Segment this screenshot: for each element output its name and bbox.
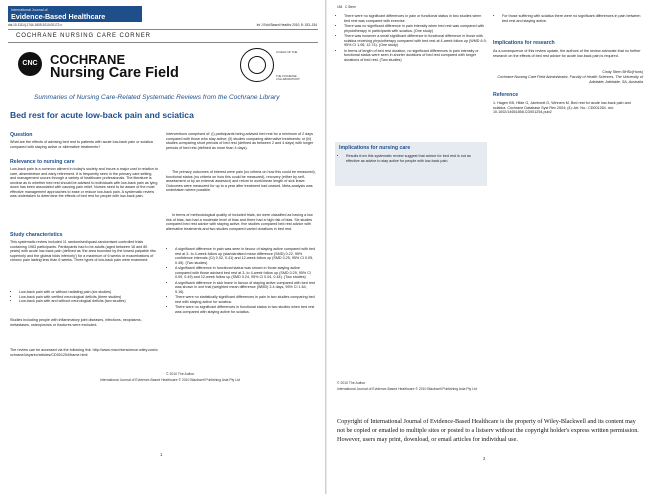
page2-running-header: 154 C Stern	[337, 5, 356, 9]
study-exclusion-text: Studies including people with inflammatory joint diseases, infections, neoplasms, metastases, osteoporosis or fractures were excluded.	[10, 318, 142, 327]
doi-text: doi:10.1111/j.1744-1609.2010.00172.x	[8, 23, 62, 27]
author-name: Cindy Stern BHSc(Hons)	[602, 70, 643, 74]
question-heading: Question	[10, 132, 33, 138]
results-bullet: • There were no significant differences in pain or functional status in two studies when bed rest was compared with exercise.	[344, 14, 487, 23]
corner-title: COCHRANE NURSING CARE CORNER	[16, 33, 151, 39]
reference-heading: Reference	[493, 92, 519, 98]
copyright-notice: Copyright of International Journal of Evidence-Based Healthcare is the property of Wiley-Blackwell and its content may not be copied or emailed to multiple sites or posted to a listserv without the copyright holder's express written permission. However, users may print, download, or email articles for individual use.	[337, 418, 639, 443]
journal-banner	[8, 6, 142, 22]
research-text: As a consequence of this review update, the authors of the review advocate that no further research on the effects of bed rest advice for acute low-back pain is required.	[493, 49, 641, 58]
journal-name-line1: International Journal of	[11, 8, 48, 12]
study-text: This systematic review included 11 randomised/quasi-randomised controlled trials containing 1963 participants. Participants had to be adults (aged between 16 and 80 years) with acute low-back pain (defined as 'the area bounded by the lowest palpable ribs superiorly and the gluteal folds inferiorly') for a maximum of 6 weeks or exacerbations of chronic pain lasting less than 6 weeks. Three types of low-back pain were examined:	[10, 240, 156, 263]
citation-text: Int J Evid Based Healthc 2010; 8: 153–154	[256, 23, 317, 27]
series-subtitle: Summaries of Nursing Care-Related Systematic Reviews from the Cochrane Library	[34, 94, 280, 101]
implications-care-heading: Implications for nursing care	[339, 145, 411, 151]
page1-footer-author: © 2010 The Author	[166, 372, 195, 376]
page2-footer-copyright: International Journal of Evidence-Based Healthcare © 2010 Blackwell Publishing Asia Pty Ltd	[337, 387, 477, 391]
results-bullet: • A significant difference in sick leave in favour of staying active compared with bed rest was shown in one trial (weighted mean difference (WMD) 3.4 days, 95% CI 1.64, 5.16).	[175, 281, 316, 295]
page2-footer-author: © 2010 The Author	[337, 381, 366, 385]
outcomes-text: The primary outcomes of interest were pain (no criteria on how this could be measured), functional status (no criteria on how this could be measured), recovery (either by self-assessment or by an external assessor) and return to work/mean length of sick leave. Outcomes were measured for up to a year after treatment had ceased. Meta-analysis was undertaken where possible.	[166, 170, 316, 193]
results-bullet: • There were no statistically significant differences in pain in two studies comparing bed rest with staying active for sciatica.	[175, 295, 316, 304]
reference-text: 1. Hagen KB, Hilde G, Jamtvedt G, Winnem M. Bed rest for acute low-back pain and sciatica. Cochrane Database Syst Rev 2004; (4): Art. No.: CD001254. doi: 10.1002/14651858.CD001254.pub2	[493, 101, 631, 115]
question-text: What are the effects of advising bed rest to patients with acute low-back pain or sciatica compared with staying active or alternative treatments?	[10, 140, 153, 149]
study-bullet: • Low-back pain with or without radiating pain (six studies)	[19, 290, 158, 295]
page-number-2: 2	[483, 456, 486, 461]
corner-rule	[8, 42, 318, 43]
study-bullet: • Low-back pain with verified neurological deficits (three studies)	[19, 295, 158, 300]
field-title-nursing: Nursing Care Field	[50, 65, 179, 81]
journal-name-line2: Evidence-Based Healthcare	[11, 12, 106, 21]
results-bullet: • A significant difference in functional status was shown in those staying active compared with those advised bed rest at 3- to 4-week follow up (SMD 0.29, 95% CI 0.09, 0.49) and 12-week follow up (SMD 0.24, 95% CI 0.04, 0.44). (Two studies)	[175, 266, 316, 280]
page-number-1: 1	[160, 452, 163, 457]
page2-col2-bullet-list	[497, 14, 641, 23]
research-heading: Implications for research	[493, 40, 555, 46]
header-rule	[8, 29, 318, 30]
relevance-text: Low-back pain is a common ailment in today's society and incurs a major cost in relation to care, absenteeism and early retirement. It is frequently seen in the primary care setting and management occurs through a variety of healthcare professionals. The literature is unclear as to whether bed rest should be advised to individuals with low-back pain as lying down has been associated with causing pain relief. Nurses need to be aware of the most effective management approaches to ease or reduce low-back pain. A systematic review was undertaken to determine the effects of bed rest for people with low-back pain.	[10, 167, 158, 199]
sciatica-bullet: • For those suffering with sciatica there were no significant differences in pain between bed rest and staying active.	[502, 14, 641, 23]
document-page-2	[327, 0, 650, 494]
results-bullet: • There was no significant difference in pain intensity when bed rest was compared with physiotherapy in participants with sciatica. (One study)	[344, 24, 487, 33]
relevance-heading: Relevance to nursing care	[10, 159, 75, 165]
interventions-text: Interventions comprised of: (i) participants being advised bed rest for a minimum of 2 days compared with those who stay active; (ii) studies comparing alternative treatments; or (iii) studies comparing short periods of bed rest (defined as between 2 and 4 days) with longer periods of bed rest (defined as more than 4 days).	[166, 132, 314, 150]
results-bullet: • A significant difference in pain was seen in favour of staying active compared with bed rest at 3- to 4-week follow up (standardised mean difference (SMD) 0.22, 95% confidence intervals (CI) 0.02, 0.41) and 12-week follow up (SMD 0.25, 95% CI 0.05, 0.45). (Two studies)	[175, 247, 316, 265]
collab-label-top: A FIELD OF THE	[276, 50, 298, 54]
page1-footer-copyright: International Journal of Evidence-Based Healthcare © 2010 Blackwell Publishing Asia Pty Ltd	[100, 378, 240, 382]
results-bullet-list	[170, 247, 316, 314]
implications-care-list	[341, 154, 483, 163]
page2-results-bullet-list	[339, 14, 487, 62]
quality-text: In terms of methodological quality of included trials, six were classified as having a low risk of bias, two had a moderate level of bias and three had a high risk of bias. Six studies compared bed rest advice with staying active, five studies compared bed rest advice with alternative treatments and two studies compared varied durations in bed rest.	[166, 213, 313, 231]
study-bullet-list	[14, 290, 158, 304]
cochrane-collaboration-logo	[240, 48, 274, 82]
study-bullet: • Low-back pain with and without neurological deficits (two studies)	[19, 299, 158, 304]
results-bullet: • There were no significant differences in functional status in two studies when bed rest was compared with staying active for sciatica.	[175, 305, 316, 314]
implications-care-bullet: • Results from this systematic review suggest that advice for bed rest is not as effective as advice to stay active for people with low-back pain.	[346, 154, 483, 163]
cnc-logo: CNC	[18, 52, 42, 76]
collab-label-bottom: THE COCHRANE COLLABORATION®	[276, 75, 300, 81]
results-bullet: • There was however a small significant difference in functional difference in those with sciatica receiving physiotherapy compared with bed rest at 4-week follow up (WMD 6.9, 95% CI 1.06, 12.74). (One study)	[344, 34, 487, 48]
results-bullet: • In terms of length of bed rest duration, no significant differences in pain intensity or functional status were seen in shorter durations of bed rest compared with longer durations of bed rest. (Two studies)	[344, 49, 487, 63]
author-affiliation: Cochrane Nursing Care Field Administrator, Faculty of Health Sciences, The University of Adelaide, Adelaide, SA, Australia	[497, 75, 643, 84]
article-title: Bed rest for acute low-back pain and sciatica	[10, 110, 194, 120]
study-heading: Study characteristics	[10, 232, 63, 238]
review-access-link[interactable]: The review can be accessed via the following link: http://www.mrw.interscience.wiley.com/cochrane/clsysrev/articles/CD001254/frame.html	[10, 348, 158, 357]
field-title-cochrane: COCHRANE	[50, 52, 126, 67]
